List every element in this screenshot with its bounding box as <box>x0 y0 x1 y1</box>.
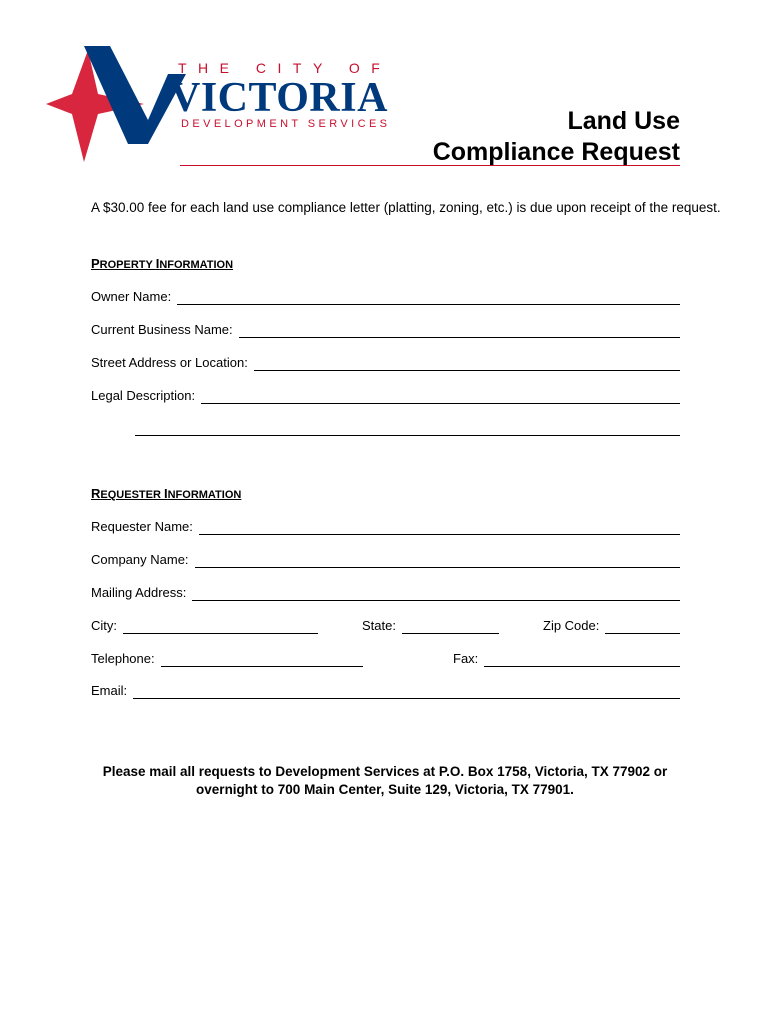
heading-text: ROPERTY <box>99 259 156 271</box>
state-input[interactable] <box>402 619 499 634</box>
heading-letter: R <box>91 486 101 501</box>
street-address-field <box>91 353 680 371</box>
owner-name-field <box>91 287 680 305</box>
street-address-label: Street Address or Location: <box>91 355 248 370</box>
telephone-label: Telephone: <box>91 651 155 666</box>
telephone-input[interactable] <box>161 652 363 667</box>
owner-name-label: Owner Name: <box>91 289 172 304</box>
requester-name-label: Requester Name: <box>91 519 193 534</box>
legal-description-input-2[interactable] <box>135 421 680 436</box>
business-name-input[interactable] <box>239 323 680 338</box>
page-title <box>433 106 680 168</box>
heading-letter: I <box>155 256 160 271</box>
city-label: City: <box>91 618 117 633</box>
heading-text: NFORMATION <box>159 259 234 271</box>
logo-victoria: VICTORIA <box>170 75 388 121</box>
fee-notice: A $30.00 fee for each land use compliance letter (platting, zoning, etc.) is due upon receipt of the request. <box>91 200 721 215</box>
legal-description-label: Legal Description: <box>91 388 196 403</box>
heading-text: NFORMATION <box>167 489 242 501</box>
heading-text: EQUESTER <box>100 489 164 501</box>
heading-letter: I <box>163 486 168 501</box>
mailing-address-input[interactable] <box>192 586 680 601</box>
email-field <box>91 681 680 699</box>
mailing-instructions <box>85 763 685 799</box>
requester-info-heading <box>91 486 241 501</box>
email-input[interactable] <box>133 684 680 699</box>
zip-code-label: Zip Code: <box>543 618 600 633</box>
business-name-field <box>91 320 680 338</box>
owner-name-input[interactable] <box>177 290 680 305</box>
fax-input[interactable] <box>484 652 680 667</box>
logo-the-city-of: THE CITY OF <box>178 60 392 76</box>
title-line-1: Land Use <box>567 107 680 135</box>
telephone-field <box>91 649 363 667</box>
street-address-input[interactable] <box>254 356 680 371</box>
email-label: Email: <box>91 683 128 698</box>
legal-description-input[interactable] <box>201 389 680 404</box>
mailing-instructions-line-1: Please mail all requests to Development Services at P.O. Box 1758, Victoria, TX 77902 or <box>102 764 668 779</box>
requester-name-input[interactable] <box>199 520 680 535</box>
mailing-address-label: Mailing Address: <box>91 585 187 600</box>
zip-code-field <box>543 616 680 634</box>
legal-description-line-2 <box>135 418 680 436</box>
fax-field <box>453 649 680 667</box>
logo-development-services: DEVELOPMENT SERVICES <box>181 118 391 130</box>
requester-name-field <box>91 517 680 535</box>
company-name-label: Company Name: <box>91 552 189 567</box>
fax-label: Fax: <box>453 651 479 666</box>
title-line-2: Compliance Request <box>432 138 680 166</box>
heading-letter: P <box>91 256 100 271</box>
state-label: State: <box>362 618 396 633</box>
company-name-input[interactable] <box>195 553 680 568</box>
business-name-label: Current Business Name: <box>91 322 233 337</box>
company-name-field <box>91 550 680 568</box>
mailing-address-field <box>91 583 680 601</box>
city-field <box>91 616 318 634</box>
mailing-instructions-line-2: overnight to 700 Main Center, Suite 129, Victoria, TX 77901. <box>196 782 574 797</box>
zip-code-input[interactable] <box>605 619 680 634</box>
state-field <box>362 616 499 634</box>
legal-description-field <box>91 386 680 404</box>
city-input[interactable] <box>123 619 318 634</box>
property-info-heading <box>91 256 233 271</box>
